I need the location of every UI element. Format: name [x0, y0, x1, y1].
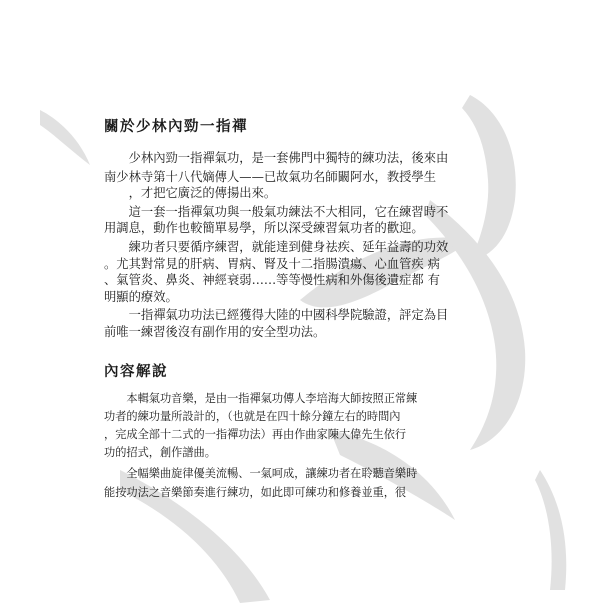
- text-line: 前唯一練習後沒有副作用的安全型功法。: [104, 324, 326, 339]
- text-line: 少林內勁一指禪氣功，是一套佛門中獨特的練功法，後來由: [128, 151, 449, 165]
- paragraph-method: [104, 204, 504, 237]
- text-line: ，完成全部十二式的一指禪功法）再由作曲家陳大偉先生依行: [104, 427, 407, 441]
- paragraph-benefits: [104, 239, 504, 305]
- text-line: 能按功法之音樂節奏進行練功，如此即可練功和修養並重，很: [104, 485, 407, 499]
- paragraph-intro: [104, 150, 504, 167]
- text-line: 南少林寺第十八代嫡傳人——已故氣功名師闞阿水，教授學生: [104, 169, 437, 184]
- text-line: 。尤其對常見的肝病、胃病、腎及十二指腸潰瘍、心血管疾 病: [104, 256, 440, 271]
- paragraph-melody: [104, 465, 504, 501]
- text-line: 本輯氣功音樂，是由一指禪氣功傳人李培海大師按照正常練: [126, 391, 418, 405]
- section-heading-contents: 內容解說: [104, 362, 168, 380]
- text-line: 練功者只要循序練習，就能達到健身祛疾、延年益壽的功效: [128, 239, 449, 254]
- text-line: 明顯的療效。: [104, 289, 178, 304]
- text-line: 全幅樂曲旋律優美流暢、一氣呵成，讓練功者在聆聽音樂時: [126, 467, 418, 481]
- text-line: 一指禪氣功功法已經獲得大陸的中國科學院驗證，評定為目: [128, 308, 449, 323]
- text-line: 功的招式，創作譜曲。: [104, 446, 216, 460]
- article-content: [104, 118, 504, 505]
- section-heading-about: 關於少林內勁一指禪: [104, 118, 248, 135]
- text-line: 功者的練功量所設計的，（也就是在四十餘分鐘左右的時間內: [104, 409, 401, 423]
- paragraph-verification: [104, 307, 504, 340]
- text-line: 用調息，動作也較簡單易學，所以深受練習氣功者的歡迎。: [104, 221, 424, 236]
- paragraph-intro-cont: [104, 169, 504, 202]
- paragraph-music: [104, 390, 504, 463]
- text-line: 這一套一指禪氣功與一般氣功練法不大相同，它在練習時不: [128, 204, 449, 219]
- text-line: 、氣管炎、鼻炎、神經衰弱……等等慢性病和外傷後遺症都 有: [104, 273, 440, 288]
- text-line: ，才把它廣泛的傳揚出來。: [128, 186, 277, 201]
